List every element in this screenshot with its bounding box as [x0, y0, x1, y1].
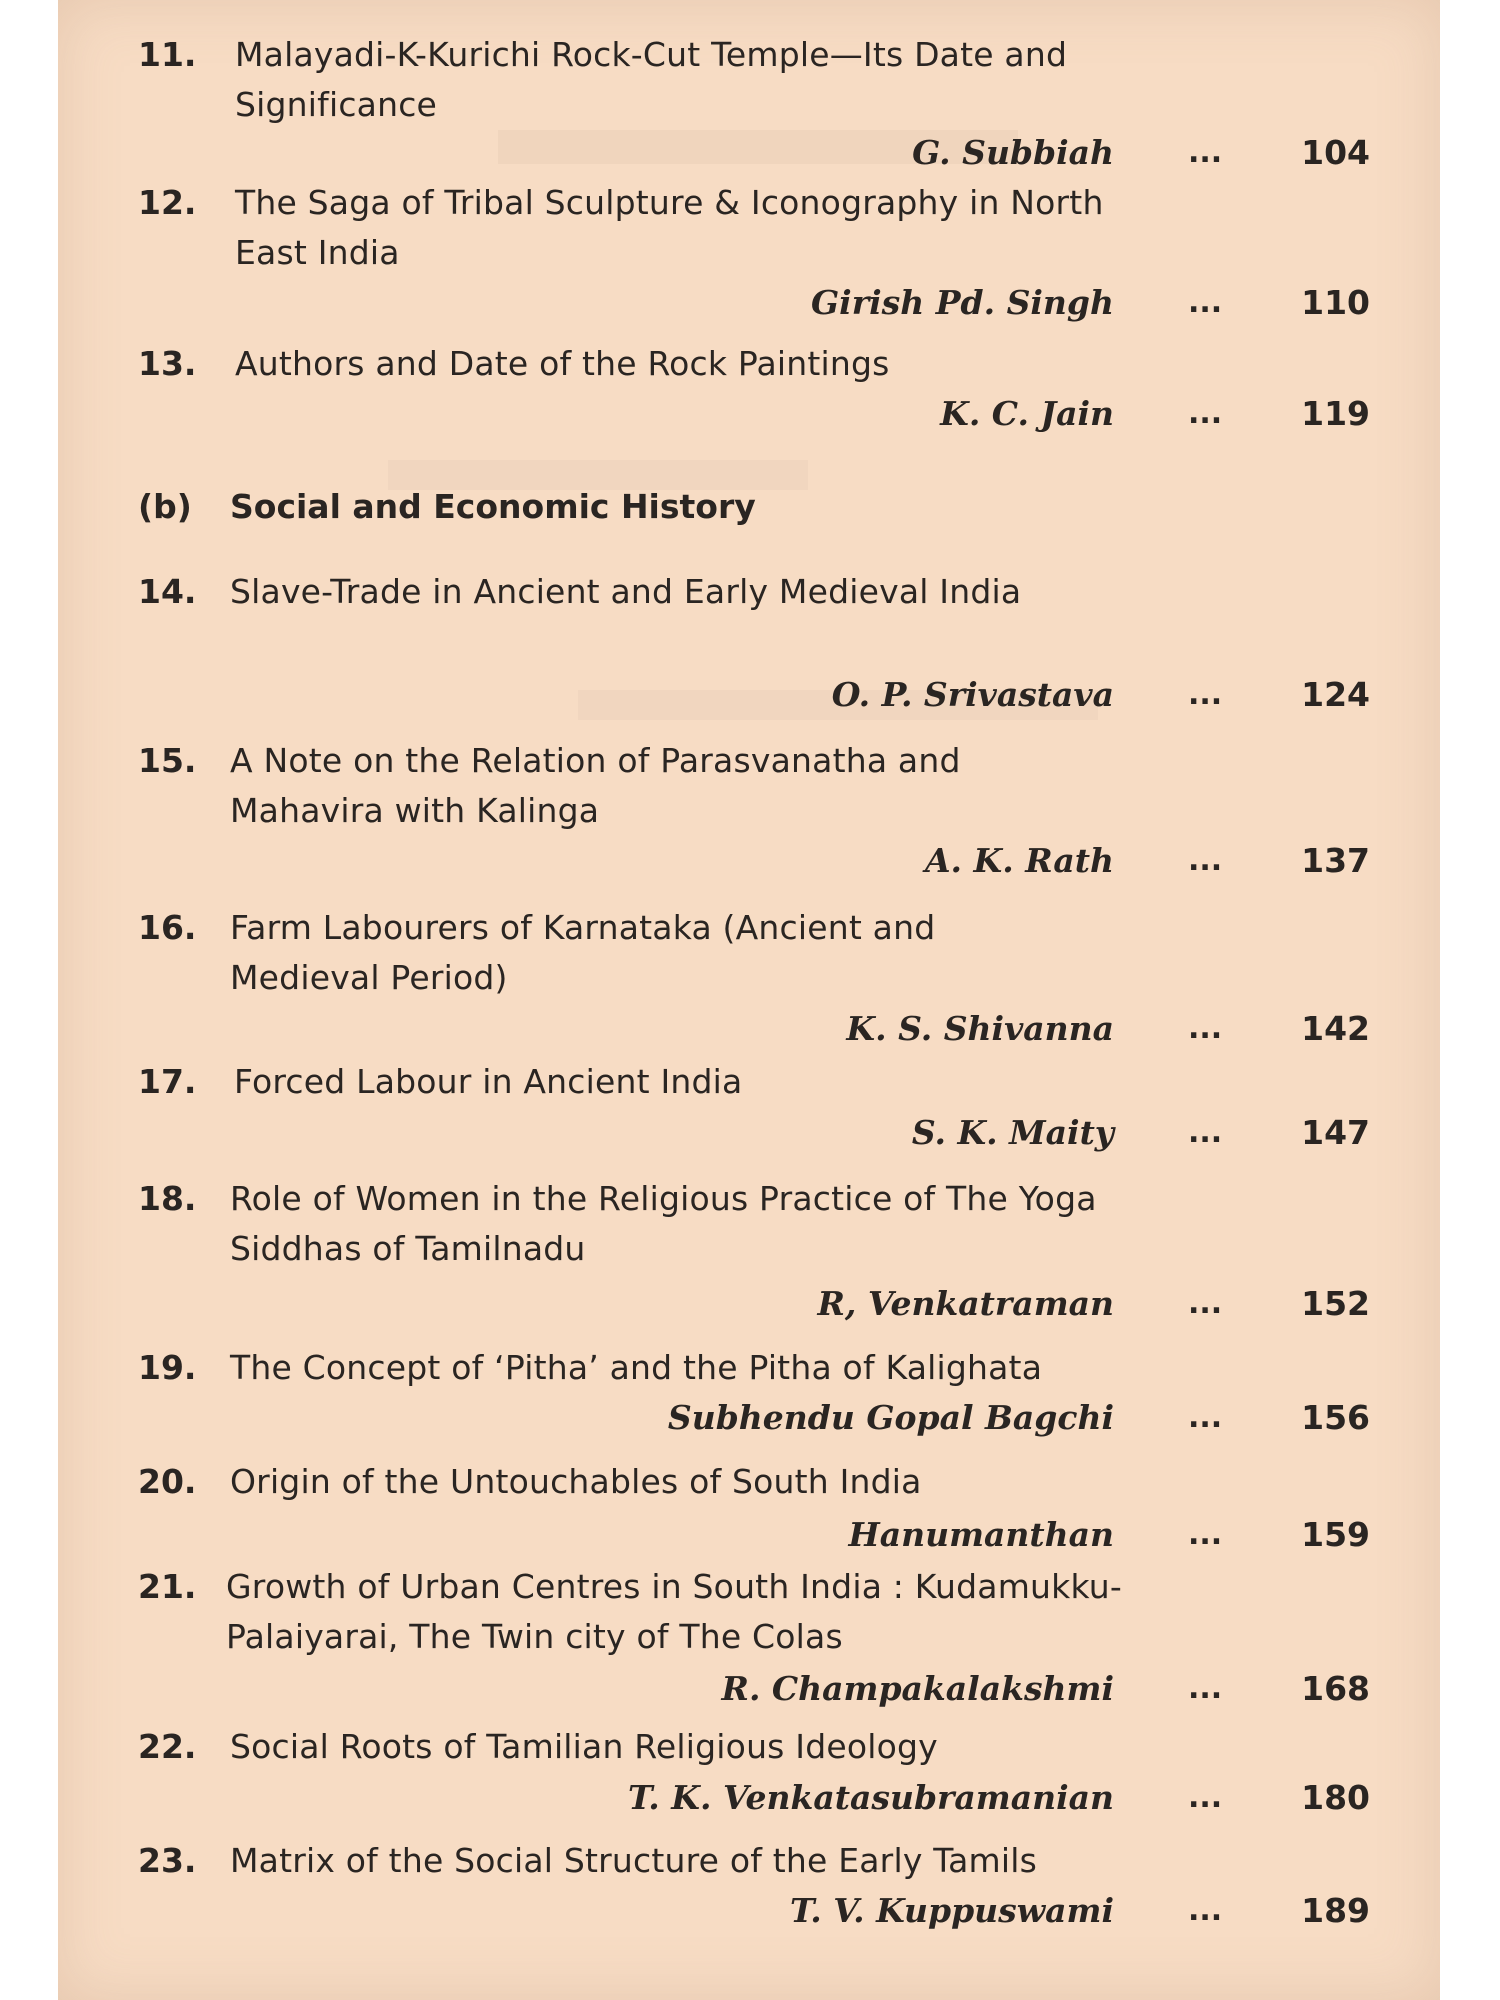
entry-number: 23. — [138, 1841, 197, 1880]
entry-leader-dots: ... — [1188, 677, 1223, 712]
entry-title: Matrix of the Social Structure of the Early Tamils — [230, 1841, 1038, 1880]
entry-number: 20. — [138, 1462, 197, 1501]
entry-author: T. V. Kuppuswami — [789, 1891, 1114, 1930]
entry-number: 18. — [138, 1179, 197, 1218]
entry-number: 21. — [138, 1567, 197, 1606]
entry-page-number: 180 — [1301, 1778, 1370, 1817]
entry-page-number: 147 — [1301, 1113, 1370, 1152]
entry-title: The Saga of Tribal Sculpture & Iconography in North East India — [235, 183, 1104, 272]
entry-author: Girish Pd. Singh — [811, 283, 1114, 322]
entry-title: Farm Labourers of Karnataka (Ancient and Medieval Period) — [230, 908, 936, 997]
entry-author: R. Champakalakshmi — [721, 1669, 1114, 1708]
entry-author: O. P. Srivastava — [831, 675, 1114, 714]
entry-leader-dots: ... — [1188, 135, 1223, 170]
entry-number: 19. — [138, 1348, 197, 1387]
entry-page-number: 159 — [1301, 1515, 1370, 1554]
entry-author: S. K. Maity — [911, 1113, 1114, 1152]
entry-page-number: 189 — [1301, 1891, 1370, 1930]
entry-title: Authors and Date of the Rock Paintings — [235, 344, 890, 383]
entry-number: 11. — [138, 35, 197, 74]
entry-leader-dots: ... — [1188, 1671, 1223, 1706]
entry-title: A Note on the Relation of Parasvanatha and Mahavira with Kalinga — [230, 741, 961, 830]
entry-number: 15. — [138, 741, 197, 780]
entry-title: Growth of Urban Centres in South India : Kudamukku-Palaiyarai, The Twin city of The Colas — [226, 1567, 1122, 1656]
entry-number: 17. — [138, 1062, 197, 1101]
entry-page-number: 137 — [1301, 841, 1370, 880]
entry-leader-dots: ... — [1188, 1115, 1223, 1150]
entry-author: T. K. Venkatasubramanian — [628, 1778, 1114, 1817]
entry-page-number: 104 — [1301, 133, 1370, 172]
entry-title: Role of Women in the Religious Practice of The Yoga Siddhas of Tamilnadu — [230, 1179, 1097, 1268]
entry-author: Hanumanthan — [848, 1515, 1114, 1554]
entry-title: Slave-Trade in Ancient and Early Medieval India — [230, 572, 1022, 611]
entry-page-number: 156 — [1301, 1398, 1370, 1437]
entry-number: 13. — [138, 344, 197, 383]
entry-page-number: 142 — [1301, 1009, 1370, 1048]
entry-number: 22. — [138, 1727, 197, 1766]
entry-author: Subhendu Gopal Bagchi — [667, 1398, 1114, 1437]
entry-title: Forced Labour in Ancient India — [234, 1062, 743, 1101]
entry-number: 12. — [138, 183, 197, 222]
entry-leader-dots: ... — [1188, 396, 1223, 431]
entry-author: A. K. Rath — [924, 841, 1114, 880]
entry-title: Origin of the Untouchables of South India — [230, 1462, 922, 1501]
entry-author: K. S. Shivanna — [846, 1009, 1114, 1048]
entry-leader-dots: ... — [1188, 1400, 1223, 1435]
section-label: (b) — [138, 487, 192, 526]
entry-leader-dots: ... — [1188, 843, 1223, 878]
entry-number: 16. — [138, 908, 197, 947]
entry-page-number: 168 — [1301, 1669, 1370, 1708]
entry-author: G. Subbiah — [912, 133, 1114, 172]
book-page — [58, 0, 1440, 2000]
entry-title: The Concept of ‘Pitha’ and the Pitha of Kalighata — [230, 1348, 1043, 1387]
entry-title: Malayadi-K-Kurichi Rock-Cut Temple—Its Date and Significance — [235, 35, 1068, 124]
entry-leader-dots: ... — [1188, 1893, 1223, 1928]
entry-title: Social Roots of Tamilian Religious Ideology — [230, 1727, 938, 1766]
entry-leader-dots: ... — [1188, 1011, 1223, 1046]
entry-leader-dots: ... — [1188, 1780, 1223, 1815]
entry-author: R, Venkatraman — [817, 1284, 1114, 1323]
entry-page-number: 110 — [1301, 283, 1370, 322]
entry-page-number: 152 — [1301, 1284, 1370, 1323]
entry-page-number: 119 — [1301, 394, 1370, 433]
entry-leader-dots: ... — [1188, 1517, 1223, 1552]
section-title: Social and Economic History — [230, 487, 756, 526]
entry-page-number: 124 — [1301, 675, 1370, 714]
entry-author: K. C. Jain — [940, 394, 1114, 433]
entry-leader-dots: ... — [1188, 285, 1223, 320]
entry-number: 14. — [138, 572, 197, 611]
entry-leader-dots: ... — [1188, 1286, 1223, 1321]
section-heading — [138, 482, 756, 532]
